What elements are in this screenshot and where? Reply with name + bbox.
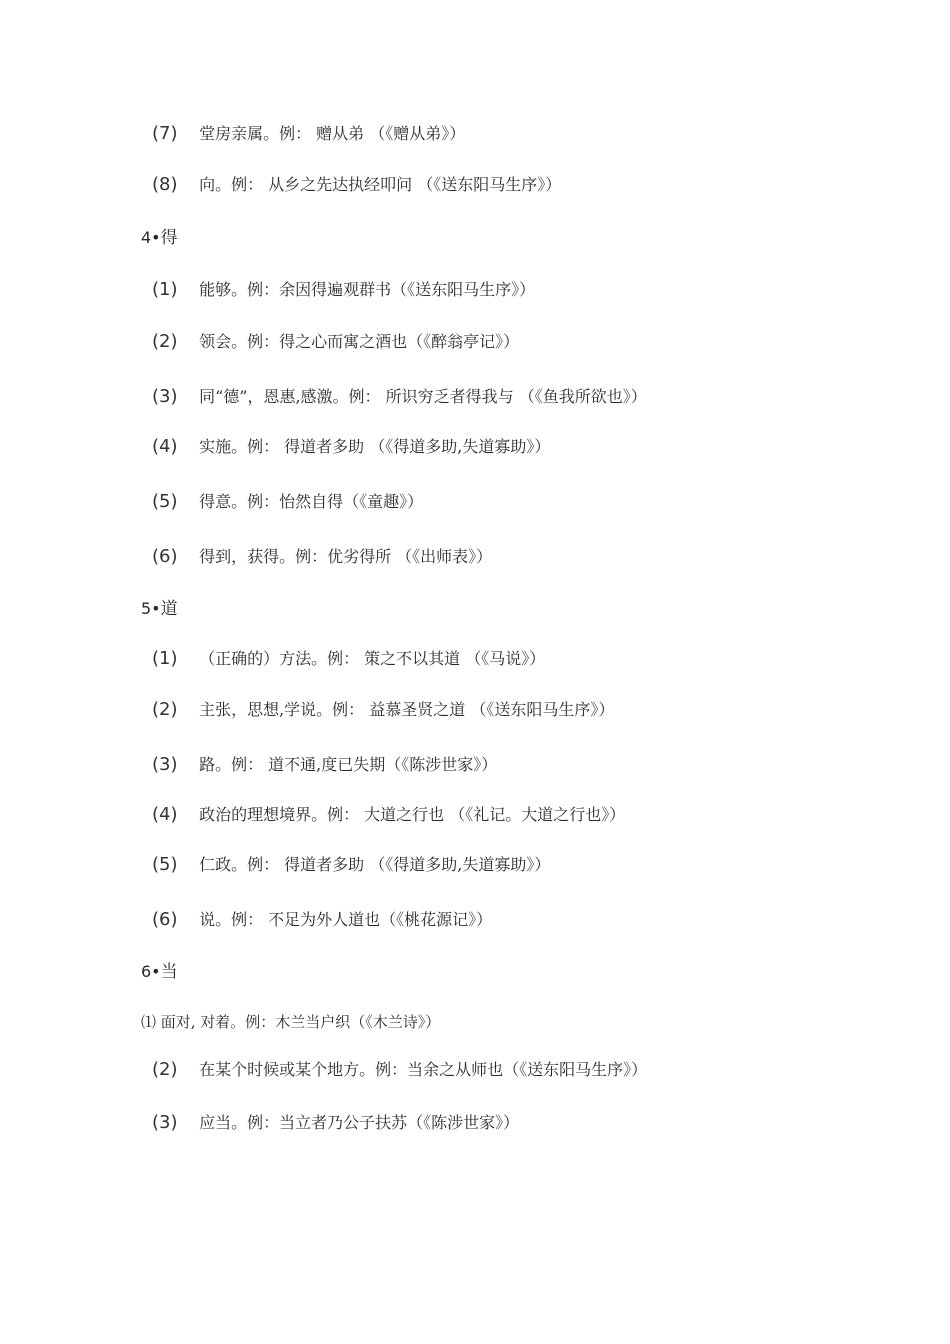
item-text: 路。例： 道不通,度已失期（《陈涉世家》） bbox=[199, 755, 498, 774]
list-item bbox=[152, 123, 465, 145]
item-number: (4) bbox=[152, 804, 178, 825]
item-number: (6) bbox=[152, 909, 178, 930]
item-number: (1) bbox=[152, 279, 178, 300]
list-item bbox=[152, 1059, 647, 1081]
list-item bbox=[152, 386, 647, 408]
list-item bbox=[152, 491, 423, 513]
item-number: (5) bbox=[152, 854, 178, 875]
item-number: (8) bbox=[152, 174, 178, 195]
list-item bbox=[152, 699, 614, 721]
heading-char: 道 bbox=[160, 599, 178, 619]
section-heading bbox=[141, 598, 178, 620]
item-text: 在某个时候或某个地方。例：当余之从师也（《送东阳马生序》） bbox=[199, 1060, 648, 1079]
item-number: (7) bbox=[152, 123, 178, 144]
list-item bbox=[152, 546, 492, 568]
item-number: (2) bbox=[152, 331, 178, 352]
heading-number: 4• bbox=[141, 228, 161, 247]
item-text: 得到，获得。例：优劣得所 （《出师表》） bbox=[199, 547, 493, 566]
item-text: 同“德”，恩惠,感激。例： 所识穷乏者得我与 （《鱼我所欲也》） bbox=[199, 387, 647, 406]
heading-char: 得 bbox=[160, 228, 178, 248]
list-item bbox=[152, 804, 625, 826]
section-heading bbox=[141, 227, 178, 249]
item-number: (3) bbox=[152, 1112, 178, 1133]
list-item bbox=[152, 331, 519, 353]
item-text: 得意。例：怡然自得（《童趣》） bbox=[199, 492, 424, 511]
item-number: (6) bbox=[152, 546, 178, 567]
item-number: (3) bbox=[152, 386, 178, 407]
item-text: 领会。例：得之心而寓之酒也（《醉翁亭记》） bbox=[199, 332, 520, 351]
item-number: (1) bbox=[152, 648, 178, 669]
list-item bbox=[152, 436, 550, 458]
item-text: 应当。例：当立者乃公子扶苏（《陈涉世家》） bbox=[199, 1113, 520, 1132]
list-item bbox=[152, 754, 497, 776]
item-number: (3) bbox=[152, 754, 178, 775]
item-number: (5) bbox=[152, 491, 178, 512]
item-text: 说。例： 不足为外人道也（《桃花源记》） bbox=[199, 910, 493, 929]
list-item bbox=[152, 279, 535, 301]
list-item bbox=[152, 648, 545, 670]
item-text: 实施。例： 得道者多助 （《得道多助,失道寡助》） bbox=[199, 437, 551, 456]
list-item bbox=[152, 174, 561, 196]
list-item: ⑴ 面对, 对着。例：木兰当户织（《木兰诗》） bbox=[141, 1013, 441, 1031]
item-text: （正确的）方法。例： 策之不以其道 （《马说》） bbox=[199, 649, 546, 668]
item-text: 主张，思想,学说。例： 益慕圣贤之道 （《送东阳马生序》） bbox=[199, 700, 615, 719]
item-text: 能够。例：余因得遍观群书（《送东阳马生序》） bbox=[199, 280, 536, 299]
heading-number: 5• bbox=[141, 599, 161, 618]
list-item bbox=[152, 854, 550, 876]
item-number: (2) bbox=[152, 1059, 178, 1080]
section-heading bbox=[141, 961, 178, 983]
item-number: (4) bbox=[152, 436, 178, 457]
item-text: 政治的理想境界。例： 大道之行也 （《礼记。大道之行也》） bbox=[199, 805, 626, 824]
item-text: 堂房亲属。例： 赠从弟 （《赠从弟》） bbox=[199, 124, 466, 143]
item-number: (2) bbox=[152, 699, 178, 720]
list-item bbox=[152, 1112, 519, 1134]
heading-number: 6• bbox=[141, 962, 161, 981]
item-text: 向。例： 从乡之先达执经叩问 （《送东阳马生序》） bbox=[199, 175, 562, 194]
list-item bbox=[152, 909, 492, 931]
item-text: 仁政。例： 得道者多助 （《得道多助,失道寡助》） bbox=[199, 855, 551, 874]
heading-char: 当 bbox=[160, 962, 178, 982]
